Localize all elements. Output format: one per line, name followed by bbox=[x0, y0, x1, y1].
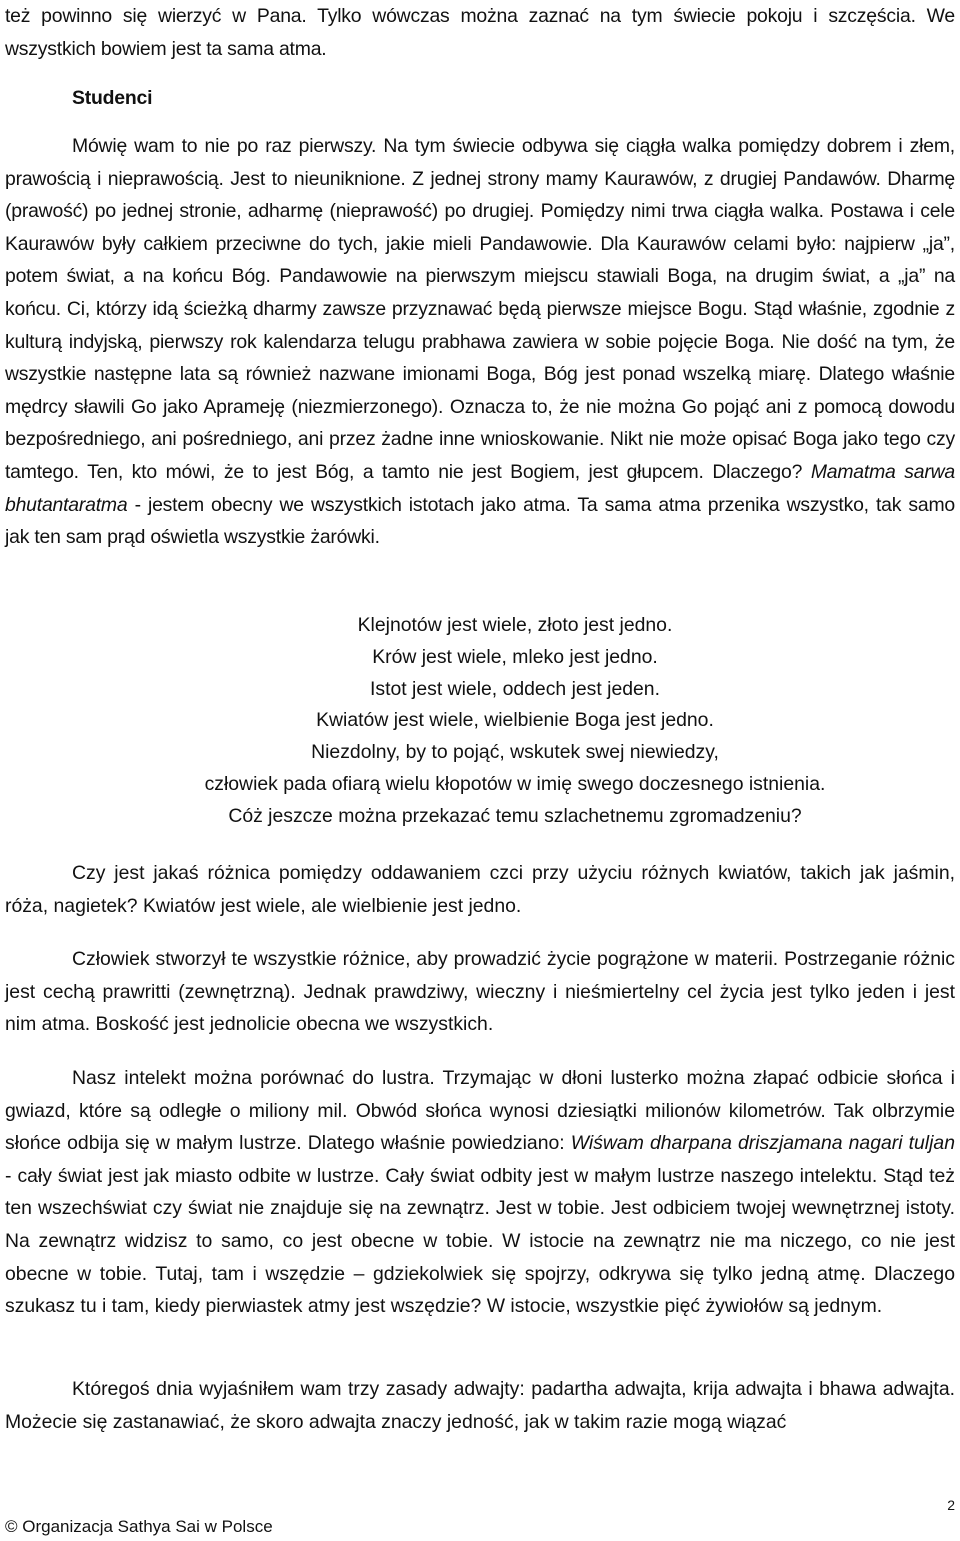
page-number: 2 bbox=[947, 1497, 955, 1513]
poem-block bbox=[5, 610, 960, 833]
paragraph-1 bbox=[5, 130, 955, 554]
paragraph-4-text-b: - cały świat jest jak miasto odbite w lustrze. Cały świat odbity jest w małym lustrze naszego intelektu. Stąd też ten wszechświat czy świat nie znajduje się na zewnątrz. Jest w tobie. Jest odbiciem twojej wewnętrznej istoty. Na zewnątrz widzisz to samo, co jest obecne w tobie. W istocie na zewnątrz nie ma niczego, co nie jest obecne w tobie. Tutaj, tam i wszędzie – gdziekolwiek się spojrzy, odkrywa się tylko jedną atmę. Dlaczego szukasz tu i tam, kiedy pierwiastek atmy jest wszędzie? W istocie, wszystkie pięć żywiołów są jednym. bbox=[5, 1164, 955, 1318]
paragraph-5: Któregoś dnia wyjaśniłem wam trzy zasady adwajty: padartha adwajta, krija adwajta i bhawa adwajta. Możecie się zastanawiać, że skoro adwajta znaczy jedność, jak w takim razie mogą wiązać bbox=[5, 1378, 955, 1433]
poem-line: Niezdolny, by to pojąć, wskutek swej niewiedzy, bbox=[311, 741, 719, 764]
paragraph-4-text-a: Nasz intelekt można porównać do lustra. Trzymając w dłoni lusterko można złapać odbicie słońca i gwiazd, które są odległe o miliony mil. Obwód słońca wynosi dziesiątki milionów kilometrów. Tak olbrzymie słońce odbija się w małym lustrze. Dlatego właśnie powiedziano: bbox=[5, 1067, 955, 1155]
paragraph-4-italic: Wiśwam dharpana driszjamana nagari tuljan bbox=[570, 1132, 955, 1155]
paragraph-1-text-a: Mówię wam to nie po raz pierwszy. Na tym świecie odbywa się ciągła walka pomiędzy dobrem i złem, prawością i nieprawością. Jest to nieuniknione. Z jednej strony mamy Kaurawów, z drugiej Pandawów. Dharmę (prawość) po jednej stronie, adharmę (nieprawość) po drugiej. Pomiędzy nimi trwa ciągła walka. Postawa i cele Kaurawów były całkiem przeciwne do tych, jakie mieli Pandawowie. Dla Kaurawów celami było: najpierw „ja”, potem świat, a na końcu Bóg. Pandawowie na pierwszym miejscu stawiali Boga, na drugim świat, a „ja” na końcu. Ci, którzy idą ścieżką dharmy zawsze przyznawać będą pierwsze miejsce Bogu. Stąd właśnie, zgodnie z kulturą indyjską, pierwszy rok kalendarza telugu prabhawa zawiera w sobie pojęcie Boga. Nie dość na tym, że wszystkie następne lata są również nazwane imionami Boga, Bóg jest ponad wszelką miarę. Dlatego właśnie mędrcy sławili Go jako Aprameję (niezmierzonego). Oznacza to, że nie można Go pojąć ani z pomocą dowodu bezpośredniego, ani pośredniego, ani przez żadne inne wnioskowanie. Nikt nie może opisać Boga jako tego czy tamtego. Ten, kto mówi, że to jest Bóg, a tamto nie jest Bogiem, jest głupcem. Dlaczego? bbox=[5, 135, 955, 483]
section-heading: Studenci bbox=[72, 87, 153, 109]
poem-line: Klejnotów jest wiele, złoto jest jedno. bbox=[357, 614, 673, 636]
poem-line: Kwiatów jest wiele, wielbienie Boga jest jedno. bbox=[316, 709, 714, 732]
paragraph-1-italic: Mamatma sarwa bhutantaratma bbox=[5, 460, 955, 516]
poem-line: Cóż jeszcze można przekazać temu szlachetnemu zgromadzeniu? bbox=[228, 804, 802, 827]
paragraph-4 bbox=[5, 1062, 955, 1323]
paragraph-3: Człowiek stworzył te wszystkie różnice, aby prowadzić życie pogrążone w materii. Postrzeganie różnic jest cechą prawritti (zewnętrzną). Jednak prawdziwy, wieczny i nieśmiertelny cel życia jest tylko jeden i jest nim atma. Boskość jest jednolicie obecna we wszystkich. bbox=[5, 948, 955, 1036]
footer-copyright: © Organizacja Sathya Sai w Polsce bbox=[5, 1517, 273, 1536]
poem-line: Istot jest wiele, oddech jest jeden. bbox=[370, 677, 660, 700]
paragraph-1-text-b: - jestem obecny we wszystkich istotach jako atma. Ta sama atma przenika wszystko, tak samo jak ten sam prąd oświetla wszystkie żarówki. bbox=[5, 493, 955, 549]
document-page bbox=[5, 0, 955, 1541]
poem-line: Krów jest wiele, mleko jest jedno. bbox=[372, 645, 658, 668]
paragraph-2: Czy jest jakaś różnica pomiędzy oddawaniem czci przy użyciu różnych kwiatów, takich jak jaśmin, róża, nagietek? Kwiatów jest wiele, ale wielbienie jest jedno. bbox=[5, 862, 955, 917]
poem-line: człowiek pada ofiarą wielu kłopotów w imię swego doczesnego istnienia. bbox=[204, 772, 826, 795]
intro-paragraph: też powinno się wierzyć w Pana. Tylko wówczas można zaznać na tym świecie pokoju i szczęścia. We wszystkich bowiem jest ta sama atma. bbox=[5, 5, 955, 60]
